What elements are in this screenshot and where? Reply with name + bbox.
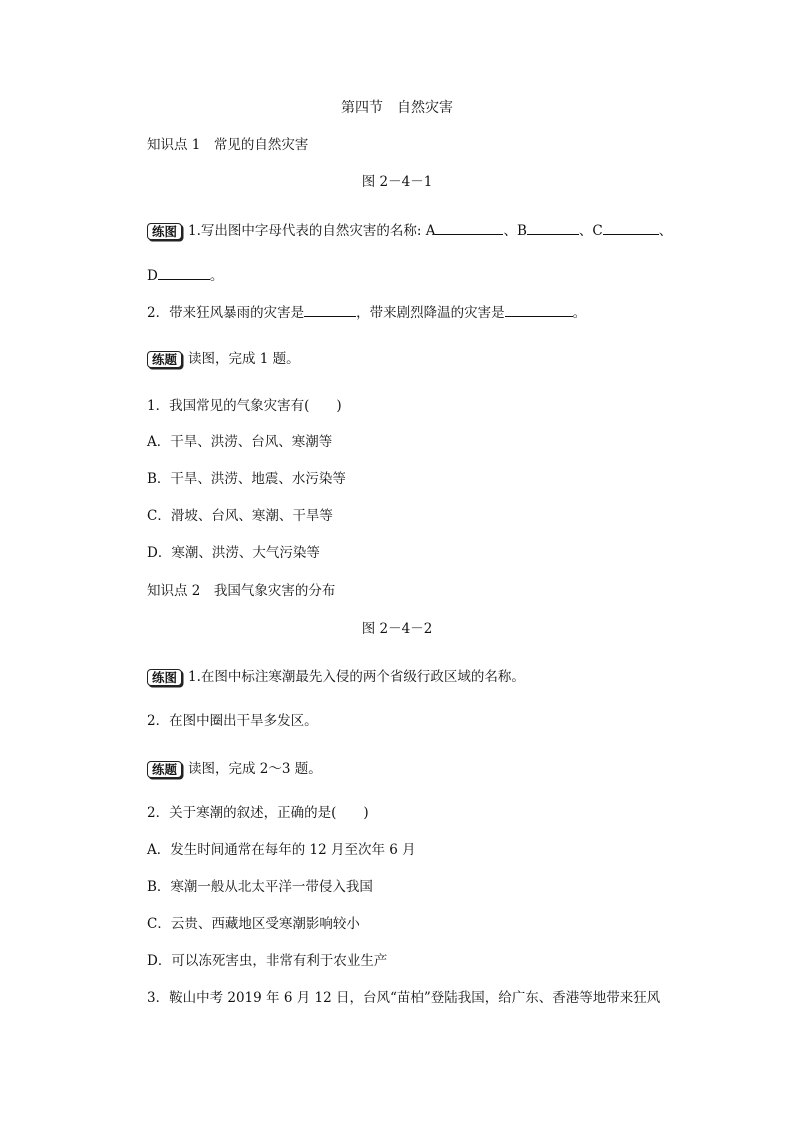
q1-option-c[interactable]: C．滑坡、台风、寒潮、干旱等 xyxy=(147,508,333,524)
q2-option-a[interactable]: A．发生时间通常在每年的 12 月至次年 6 月 xyxy=(147,842,416,858)
read-instruction-1 xyxy=(147,349,300,369)
sep-end: 、 xyxy=(658,223,673,239)
answer-blank-cooling[interactable] xyxy=(505,304,573,317)
figure-caption-1: 图 2－4－1 xyxy=(361,174,433,190)
q1-option-b[interactable]: B．干旱、洪涝、地震、水污染等 xyxy=(147,471,346,487)
page-title: 第四节 自然灾害 xyxy=(341,100,453,116)
practice-map-badge: 练图 xyxy=(147,223,182,240)
map2-q1-text: 1.在图中标注寒潮最先入侵的两个省级行政区域的名称。 xyxy=(188,669,525,685)
map1-question-2 xyxy=(147,303,586,323)
end-mark: 。 xyxy=(209,268,224,284)
answer-blank-d[interactable] xyxy=(158,267,210,280)
answer-blank-a[interactable] xyxy=(435,222,503,235)
knowledge-point-2: 知识点 2 我国气象灾害的分布 xyxy=(147,583,336,599)
q1-prefix: 1.写出图中字母代表的自然灾害的名称: A xyxy=(188,223,436,239)
q2-prefix: 2．带来狂风暴雨的灾害是 xyxy=(147,305,305,321)
practice-map-badge-2: 练图 xyxy=(147,669,182,686)
q2-option-d[interactable]: D．可以冻死害虫，非常有利于农业生产 xyxy=(147,953,388,969)
question-3-stem: 3．鞍山中考 2019 年 6 月 12 日，台风“苗柏”登陆我国，给广东、香港等地带来狂风 xyxy=(147,990,661,1006)
map2-question-2: 2．在图中圈出干旱多发区。 xyxy=(147,713,318,729)
figure-caption-2: 图 2－4－2 xyxy=(361,621,433,637)
d-label: D xyxy=(147,268,158,284)
q1-option-d[interactable]: D．寒潮、洪涝、大气污染等 xyxy=(147,545,320,561)
map1-question-1-cont xyxy=(147,266,223,286)
q2-mid: ，带来剧烈降温的灾害是 xyxy=(356,305,505,321)
answer-blank-b[interactable] xyxy=(527,222,579,235)
practice-question-badge: 练题 xyxy=(147,351,182,368)
map2-question-1 xyxy=(147,667,525,687)
answer-blank-c[interactable] xyxy=(603,222,659,235)
sep-c: 、C xyxy=(578,223,603,239)
question-2-stem: 2．关于寒潮的叙述，正确的是( ) xyxy=(147,805,369,821)
practice-question-badge-2: 练题 xyxy=(147,761,182,778)
question-1-stem: 1．我国常见的气象灾害有( ) xyxy=(147,398,342,414)
answer-blank-storm[interactable] xyxy=(304,304,356,317)
q2-option-c[interactable]: C．云贵、西藏地区受寒潮影响较小 xyxy=(147,916,360,932)
map1-question-1 xyxy=(147,221,672,241)
knowledge-point-1: 知识点 1 常见的自然灾害 xyxy=(147,137,309,153)
read1-text: 读图，完成 1 题。 xyxy=(188,351,300,367)
read2-text: 读图，完成 2～3 题。 xyxy=(188,761,322,777)
q2-option-b[interactable]: B．寒潮一般从北太平洋一带侵入我国 xyxy=(147,879,373,895)
sep-b: 、B xyxy=(503,223,527,239)
q2-end: 。 xyxy=(572,305,587,321)
q1-option-a[interactable]: A．干旱、洪涝、台风、寒潮等 xyxy=(147,434,333,450)
read-instruction-2 xyxy=(147,759,322,779)
